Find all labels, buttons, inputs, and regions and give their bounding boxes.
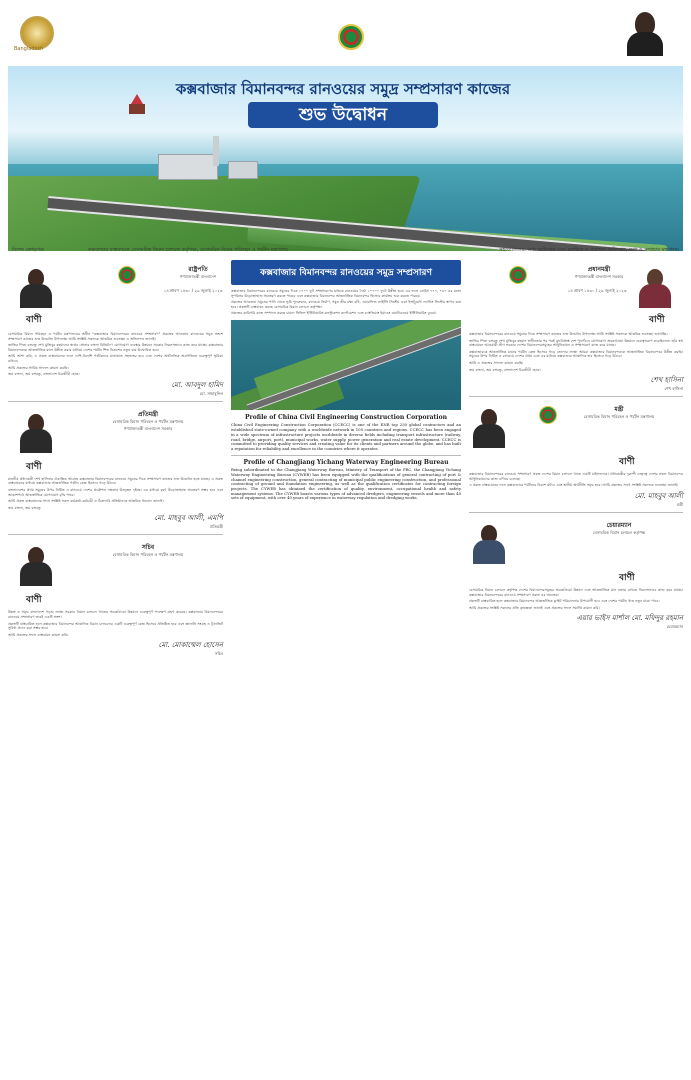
paragraph: প্রকল্পের কারিগরি কাজ সম্পাদন করছে চায়না সিভিল ইঞ্জিনিয়ারিং কনস্ট্রাকশন কর্পোরেশন এবং চ্যাংজিয়াং ইয়াচেং ওয়াটারওয়ে ইঞ্জিনিয়ারিং ব্যুরো। (231, 311, 437, 316)
hero-banner (8, 66, 683, 251)
paragraph: বেসামরিক বিমান পরিবহন ও পর্যটন মন্ত্রণালয়ের অধীন "কক্সবাজার বিমানবন্দরের রানওয়ে সম্প্রসারণ" প্রকল্পের আওতায় রানওয়ের সমুদ্র অংশে সম্প্রসারণ কাজের শুভ উদ্বোধন উপলক্ষ্যে আমি সংশ্লিষ্ট সকলকে আন্তরিক শুভেচ্ছা ও অভিনন্দন জানাই। (8, 332, 223, 341)
project-title: কক্সবাজার বিমানবন্দর রানওয়ের সমুদ্র সম্প্রসারণ (231, 260, 461, 285)
paragraph: এ প্রকল্প বাস্তবায়নের ফলে কক্সবাজারে পর্যটনের বিকাশ ঘটবে এবং স্থানীয় অর্থনীতি সমৃদ্ধ হবে। আমি প্রকল্পের সাথে সংশ্লিষ্ট সকলকে শুভেচ্ছা জানাই। (469, 483, 679, 488)
signature: মো. মাহবুব আলী, এমপি (154, 514, 223, 523)
org-name: বেসামরিক বিমান পরিবহন ও পর্যটন মন্ত্রণালয় (112, 552, 184, 558)
paragraph: কক্সবাজার বিমানবন্দরের রানওয়ে সমুদ্রের দিকে সম্প্রসারণ কাজের শুভ উদ্বোধন উপলক্ষ্যে আমি সংশ্লিষ্ট সকলকে আন্তরিক শুভেচ্ছা জানাচ্ছি। (469, 332, 668, 336)
seal-icon (539, 406, 557, 424)
paragraph: উন্নত ও সমৃদ্ধ বাংলাদেশ গড়ার লক্ষ্যে সরকার বিমান চলাচল খাতের অবকাঠামো উন্নয়নে গুরুত্বপূর্ণ পদক্ষেপ গ্রহণ করেছে। কক্সবাজার বিমানবন্দরের রানওয়ে সম্প্রসারণ তারই একটি অংশ। (8, 610, 223, 619)
caption-left: বিশেষ ক্রোড়পত্র (12, 247, 44, 253)
org-name: বেসামরিক বিমান পরিবহন ও পর্যটন মন্ত্রণালয় গণপ্রজাতন্ত্রী বাংলাদেশ সরকার (112, 418, 184, 431)
role-title: প্রধানমন্ত্রী (587, 266, 611, 273)
profile-title-cyweb: Profile of Changjiang Yichang Waterway Engineering Bureau (243, 458, 449, 466)
paragraph: আমি আশা করি, এ প্রকল্প বাস্তবায়নের ফলে দেশি-বিদেশি পর্যটকদের যাতায়াত সহজতর হবে এবং দেশের অর্থনৈতিক অগ্রগতিতে গুরুত্বপূর্ণ ভূমিকা রাখবে। (8, 354, 223, 363)
gov-seal-icon (338, 24, 364, 50)
paragraph: প্রকল্পটি বাস্তবায়িত হলে কক্সবাজার বিমানবন্দর আঞ্চলিক বিমান চলাচলের একটি গুরুত্বপূর্ণ কেন্দ্র হিসেবে প্রতিষ্ঠিত হবে এবং জ্বালানি সংগ্রহ ও ট্রানজিট সুবিধা প্রদান করা সম্ভব হবে। (8, 621, 223, 631)
paragraph: আমি প্রকল্প বাস্তবায়নের সাথে সংশ্লিষ্ট সকল কর্মকর্তা-কর্মচারী ও ঠিকাদারি প্রতিষ্ঠানকে আন্তরিক ধন্যবাদ জানাই। (8, 499, 164, 504)
caption-bar (8, 245, 683, 255)
signature: মো. আবদুল হামিদ (171, 380, 223, 389)
closing-line: জয় বাংলা, জয় বঙ্গবন্ধু (8, 505, 41, 510)
secretary-message-header (8, 538, 223, 610)
closing-line: জয় বাংলা, জয় বঙ্গবন্ধু, বাংলাদেশ চিরজীবী হোক। (8, 372, 80, 377)
role-title: মন্ত্রী (614, 406, 624, 414)
secretary-portrait (20, 544, 52, 586)
signature: এয়ার ভাইস মার্শাল মো. মফিদুর রহমান (576, 614, 683, 623)
bani-heading: বাণী (26, 315, 42, 325)
top-banner (8, 8, 683, 60)
role-title: রাষ্ট্রপতি (188, 266, 208, 273)
paragraph: জাতির পিতা বঙ্গবন্ধু শেখ মুজিবুর রহমানের স্বপ্নের সোনার বাংলা বিনির্মাণে যোগাযোগ ব্যবস্থার উন্নয়নে সরকার নিরলসভাবে কাজ করে যাচ্ছে। কক্সবাজার বিমানবন্দরকে আন্তর্জাতিক মানে উন্নীত করার মাধ্যমে দেশের পর্যটন শিল্প বিকাশের নতুন দ্বার উন্মোচিত হবে। (8, 343, 223, 352)
caption-right: সহযোগিতায়: তথ্য অধিদপ্তর এবং চলচ্চিত্র ও প্রকাশনা অধিদপ্তর, তথ্য ও সম্প্রচার মন্ত্রণালয় (499, 247, 679, 253)
org-name: বেসামরিক বিমান পরিবহন ও পর্যটন মন্ত্রণালয় (583, 414, 655, 420)
bani-heading: বাণী (26, 461, 42, 472)
paragraph: আমি প্রকল্পের সার্বিক সাফল্য কামনা করছি। (8, 365, 69, 370)
chairman-portrait (473, 522, 505, 564)
signature: মো. মোকাম্মেল হোসেন (158, 641, 223, 650)
bangabandhu-portrait (625, 10, 665, 56)
paragraph: আমি প্রকল্পের সংশ্লিষ্ট সকলের প্রতি কৃতজ্ঞতা জানাই এবং প্রকল্পের সফল সমাপ্তি কামনা করি। (469, 605, 600, 610)
seal-icon (118, 266, 136, 284)
minister-message-header (469, 400, 683, 472)
mujib-year-logo: Bangladesh (14, 16, 70, 54)
bani-heading: বাণী (619, 457, 635, 468)
signature: মো. মাহবুব আলী (634, 491, 683, 500)
president-portrait (20, 266, 52, 308)
state-minister-portrait (20, 411, 52, 453)
role-title: সচিব (141, 544, 155, 552)
paragraph: বাংলাদেশের প্রথম সমুদ্রের উপর নির্মিত এ রানওয়ে দেশের প্রকৌশল দক্ষতার উজ্জ্বল দৃষ্টান্ত। এর মাধ্যমে বৃহৎ উড়োজাহাজ অবতরণ সম্ভব হবে এবং আকাশপথে আন্তর্জাতিক যোগাযোগ বৃদ্ধি পাবে। (8, 487, 223, 497)
left-column (8, 260, 223, 658)
middle-column (231, 260, 461, 501)
paragraph: কক্সবাজারকে আন্তর্জাতিক মানের পর্যটন কেন্দ্র হিসেবে গড়ে তোলার লক্ষ্যে আমরা কক্সবাজার বিমানবন্দরকে আন্তর্জাতিক বিমানবন্দরে উন্নীত করছি। সমুদ্রের উপর নির্মিত এ রানওয়ে দেশের প্রথম এবং এর মাধ্যমে কক্সবাজার আঞ্চলিক হাব হিসেবে গড়ে উঠবে। (469, 349, 683, 359)
state-minister-message-header (8, 405, 223, 477)
signatory-name: মো. সাহাবুদ্দিন (199, 390, 223, 396)
signatory-name: সচিব (214, 651, 223, 657)
chairman-message-header (469, 516, 683, 588)
paragraph: জাতির পিতা বঙ্গবন্ধু শেখ মুজিবুর রহমান স্বাধীনতার পর পরই যুদ্ধবিধ্বস্ত দেশ পুনর্গঠনে যোগাযোগ অবকাঠামো উন্নয়নে গুরুত্বারোপ করেছিলেন। তাঁর স্বপ্ন বাস্তবায়নে আওয়ামী লীগ সরকার দেশের বিমানবন্দরসমূহের আধুনিকায়ন ও সম্প্রসারণে কাজ করে যাচ্ছে। (469, 338, 683, 348)
newspaper-supplement (8, 8, 683, 1072)
president-message-header (8, 260, 223, 332)
paragraph: আমি প্রকল্পের সফল বাস্তবায়ন কামনা করি। (8, 632, 69, 637)
bani-heading: বাণী (649, 315, 665, 325)
hero-subtitle: শুভ উদ্বোধন (248, 102, 438, 128)
bani-heading: বাণী (26, 595, 42, 606)
caption-center: কক্সবাজার বাস্তবায়নে বেসামরিক বিমান চলাচল কর্তৃপক্ষ, বেসামরিক বিমান পরিবহন ও পর্যটন মন্ত্রণালয় (88, 247, 289, 253)
paragraph: বেসামরিক বিমান চলাচল কর্তৃপক্ষ দেশের বিমানবন্দরসমূহের অবকাঠামো উন্নয়ন এবং আন্তর্জাতিক মান বজায় রাখতে নিরলসভাবে কাজ করে যাচ্ছে। কক্সবাজার বিমানবন্দরের রানওয়ে সম্প্রসারণ প্রকল্প এর অন্যতম। (469, 587, 683, 597)
signatory-name: চেয়ারম্যান (666, 624, 683, 630)
closing-line: জয় বাংলা, জয় বঙ্গবন্ধু, বাংলাদেশ চিরজীবী হোক। (469, 367, 541, 372)
date-label: ১৪ শ্রাবণ ১৪৩০ / ২৯ জুলাই ২০২৩ (567, 288, 627, 293)
divider (469, 396, 683, 397)
hero-title: কক্সবাজার বিমানবন্দর রানওয়ের সমুদ্র সম্প্রসারণ কাজের (175, 80, 511, 98)
paragraph: কক্সবাজার বিমানবন্দরের রানওয়ে সম্প্রসারণ প্রকল্প দেশের বিমান চলাচল খাতে একটি মাইলফলক। প্রধানমন্ত্রীর দূরদর্শী নেতৃত্বে দেশের সকল বিমানবন্দর আধুনিকায়নের কাজ এগিয়ে চলেছে। (469, 472, 683, 481)
profile-text-cyweb: Being subordinated to the Changjiang Waterway Bureau, Ministry of Transport of the PRC, the Changjiang Yichang Waterway Engineering Bureau (CYWEB) has been equipped with the qualifications of general contracting of port & channel engineering construction, general contracting of municipal public engineering construction, and professional contracting of ground and foundation engineering, as well as the qualification certificates for contracting foreign projects. The CYWEB has obtained the certification of quality, environment, occupational health and safety management systems. The CYWEB boasts various types of advanced dredgers, engineering vessels and more than 40 sets of equipment, with over 40 years of experience in waterway regulation and dredging works. (231, 467, 461, 501)
org-name: গণপ্রজাতন্ত্রী বাংলাদেশ (179, 274, 217, 279)
signature: শেখ হাসিনা (650, 376, 683, 385)
paragraph: আমি এ প্রকল্পের সাফল্য কামনা করছি। (469, 360, 524, 365)
org-name: গণপ্রজাতন্ত্রী বাংলাদেশ সরকার (574, 274, 624, 279)
minister-portrait (473, 406, 505, 448)
signatory-name: মন্ত্রী (676, 501, 683, 507)
profile-title-ccecc: Profile of China Civil Engineering Construction Corporation (245, 413, 447, 421)
profile-text-ccecc: China Civil Engineering Construction Corporation (CCECC) is one of the ENR top 250 global contractors and an established state-owned company with a worldwide network in 100 countries and regions. CCECC has been engaged in a wide spectrum of infrastructure projects worldwide in diverse fields including transport infrastructure (railway, road, bridge, airport, port), municipal works, water supply, power generation and real estate development. CCECC is committed to providing quality services and creating value for its clients and partners around the globe, and has built a reputation for reliability and excellence in the countries where it operates. (231, 422, 461, 451)
signatory-name: শেখ হাসিনা (664, 386, 683, 392)
paragraph: কক্সবাজার বিমানবন্দরের রানওয়ে সমুদ্রের দিকে ১৭০০ ফুট সম্প্রসারণের মাধ্যমে রানওয়ের দৈর্ঘ্য ১০৭০০ ফুটে উন্নীত হবে। এর ফলে বোয়িং ৭৭৭, ৭৪৭ এর মতো সুপরিসর উড়োজাহাজ অবতরণ করতে পারবে এবং কক্সবাজার বিমানবন্দর আন্তর্জাতিক বিমানবন্দর হিসেবে কার্যক্রম শুরু করতে পারবে। (231, 289, 461, 298)
prime-minister-message-header (469, 260, 683, 332)
divider (231, 455, 461, 456)
role-title: চেয়ারম্যান (606, 521, 632, 529)
org-name: বেসামরিক বিমান চলাচল কর্তৃপক্ষ (592, 529, 646, 535)
divider (8, 534, 223, 535)
bani-heading: বাণী (619, 572, 635, 583)
divider (8, 401, 223, 402)
signatory-name: প্রতিমন্ত্রী (209, 524, 223, 530)
divider (469, 512, 683, 513)
right-column (469, 260, 683, 631)
seal-icon (509, 266, 527, 284)
paragraph: প্রকল্পটি বাস্তবায়িত হলে কক্সবাজার বিমানবন্দর আন্তর্জাতিক ফ্লাইট পরিচালনার উপযোগী হবে এবং দেশের পর্যটন খাত নতুন মাত্রা পাবে। (469, 599, 660, 604)
prime-minister-portrait (639, 266, 671, 308)
aerial-runway-photo (231, 320, 461, 410)
paragraph: মাননীয় প্রধানমন্ত্রী শেখ হাসিনার ঐকান্তিক আগ্রহে কক্সবাজার বিমানবন্দরের রানওয়ে সমুদ্রের দিকে সম্প্রসারণ কাজের শুভ উদ্বোধন হতে যাচ্ছে। এ প্রকল্প বাস্তবায়নের মাধ্যমে কক্সবাজার আন্তর্জাতিক পর্যটন কেন্দ্র হিসেবে গড়ে উঠবে। (8, 476, 223, 486)
paragraph: প্রকল্পের আওতায় সমুদ্রের পানি থেকে ভূমি পুনরুদ্ধার, রানওয়ে নির্মাণ, সমুদ্র তীর রক্ষা বাঁধ, এয়ারফিল্ড লাইটিং সিস্টেম এবং ইন্সট্রুমেন্ট ল্যান্ডিং সিস্টেম স্থাপন করা হবে। প্রকল্পটি বাস্তবায়ন করছে বেসামরিক বিমান চলাচল কর্তৃপক্ষ। (231, 300, 461, 309)
role-title: প্রতিমন্ত্রী (138, 410, 158, 418)
date-label: ১৪ শ্রাবণ ১৪৩০ / ২৯ জুলাই ২০২৩ (163, 288, 223, 293)
